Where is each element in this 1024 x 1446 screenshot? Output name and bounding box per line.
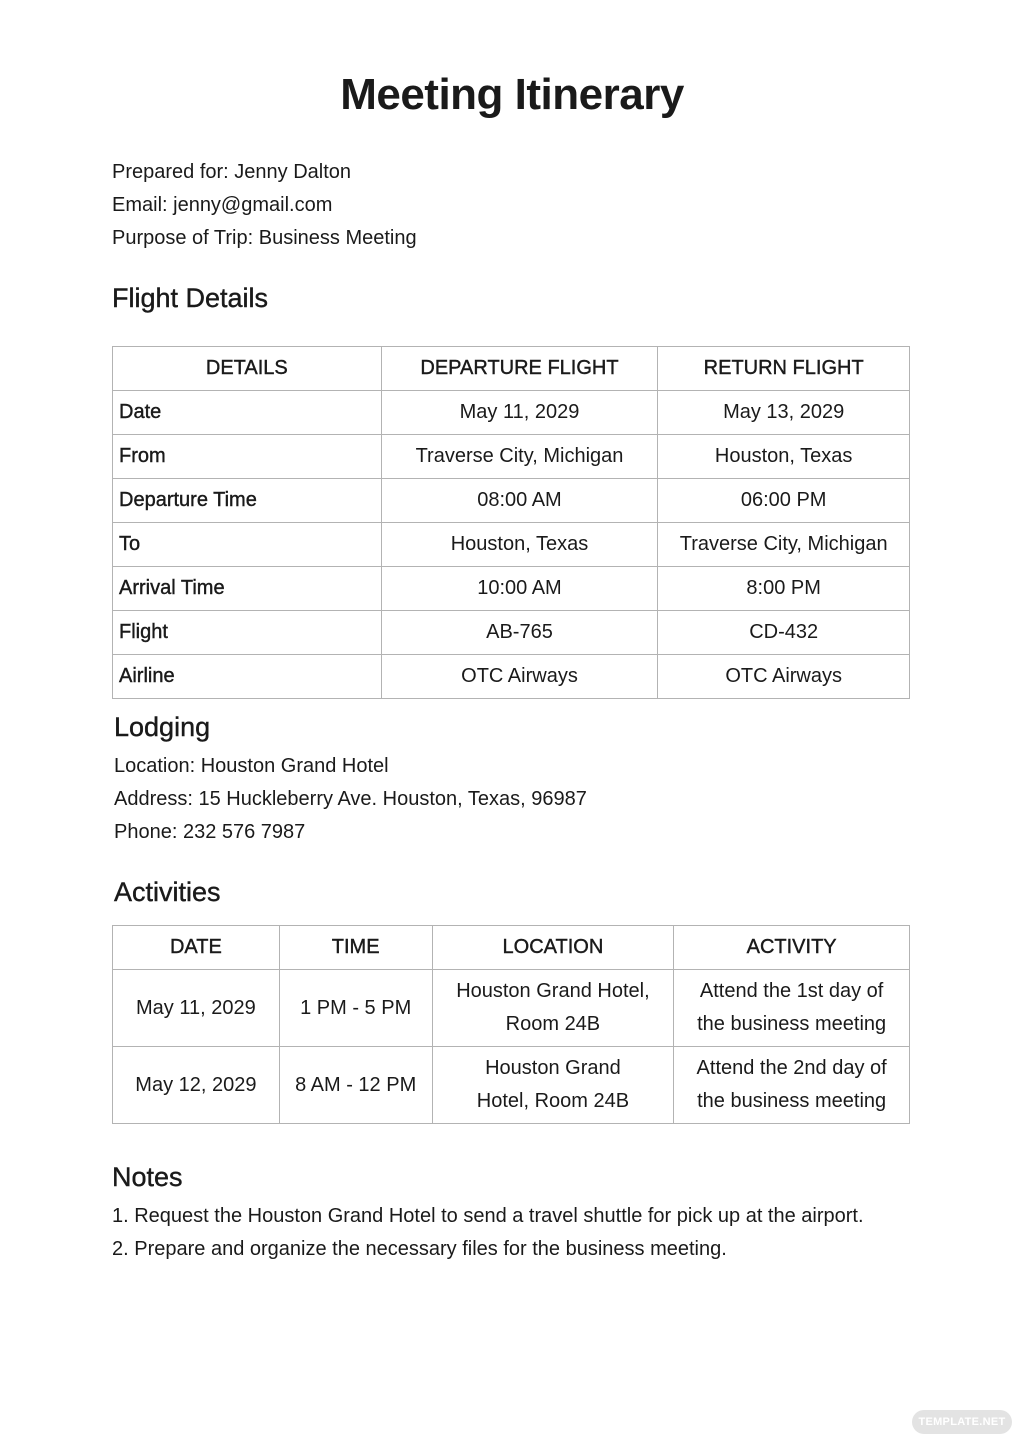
activity-description-line: the business meeting (697, 1090, 887, 1112)
activity-location-line: Room 24B (505, 1013, 601, 1035)
row-label-airline: Airline (113, 655, 382, 699)
table-row (113, 479, 910, 523)
activities-table (112, 925, 910, 1124)
return-value: Houston, Texas (658, 435, 910, 479)
departure-value: 08:00 AM (381, 479, 658, 523)
activity-time: 1 PM - 5 PM (279, 970, 432, 1047)
departure-value: OTC Airways (381, 655, 658, 699)
trip-purpose: Purpose of Trip: Business Meeting (112, 227, 417, 249)
column-header-date: DATE (113, 926, 280, 970)
table-row (113, 1047, 910, 1124)
departure-value: AB-765 (381, 611, 658, 655)
flight-details-table (112, 346, 910, 699)
departure-value: Houston, Texas (381, 523, 658, 567)
notes-heading: Notes (112, 1162, 183, 1192)
column-header-location: LOCATION (432, 926, 674, 970)
lodging-location: Location: Houston Grand Hotel (114, 755, 389, 777)
row-label-from: From (113, 435, 382, 479)
departure-value: May 11, 2029 (381, 391, 658, 435)
return-value: CD-432 (658, 611, 910, 655)
column-header-details: DETAILS (113, 347, 382, 391)
return-value: 8:00 PM (658, 567, 910, 611)
table-row (113, 970, 910, 1047)
activity-date: May 11, 2029 (113, 970, 280, 1047)
activity-date: May 12, 2029 (113, 1047, 280, 1124)
row-label-arrival-time: Arrival Time (113, 567, 382, 611)
departure-value: Traverse City, Michigan (381, 435, 658, 479)
table-row (113, 523, 910, 567)
return-value: OTC Airways (658, 655, 910, 699)
row-label-date: Date (113, 391, 382, 435)
note-item: 2. Prepare and organize the necessary files for the business meeting. (112, 1238, 727, 1260)
note-item: 1. Request the Houston Grand Hotel to send a travel shuttle for pick up at the airport. (112, 1205, 864, 1227)
column-header-activity: ACTIVITY (674, 926, 910, 970)
table-row (113, 391, 910, 435)
activity-location (432, 970, 674, 1047)
departure-value: 10:00 AM (381, 567, 658, 611)
column-header-time: TIME (279, 926, 432, 970)
table-row (113, 655, 910, 699)
activity-location-line: Houston Grand Hotel, (456, 980, 650, 1002)
table-row (113, 611, 910, 655)
column-header-return-flight: RETURN FLIGHT (658, 347, 910, 391)
lodging-phone: Phone: 232 576 7987 (114, 821, 306, 843)
table-row (113, 435, 910, 479)
prepared-for: Prepared for: Jenny Dalton (112, 161, 352, 183)
activity-location-line: Hotel, Room 24B (476, 1090, 630, 1112)
table-header-row (113, 347, 910, 391)
activity-description-line: the business meeting (697, 1013, 887, 1035)
activity-description-line: Attend the 1st day of (699, 980, 884, 1002)
email: Email: jenny@gmail.com (112, 194, 333, 216)
activity-time: 8 AM - 12 PM (279, 1047, 432, 1124)
lodging-heading: Lodging (114, 712, 211, 742)
table-row (113, 567, 910, 611)
activity-description (674, 1047, 910, 1124)
return-value: May 13, 2029 (658, 391, 910, 435)
column-header-departure-flight: DEPARTURE FLIGHT (381, 347, 658, 391)
row-label-flight: Flight (113, 611, 382, 655)
watermark-badge: TEMPLATE.NET (912, 1410, 1012, 1434)
return-value: Traverse City, Michigan (658, 523, 910, 567)
activity-location-line: Houston Grand (485, 1057, 621, 1079)
row-label-departure-time: Departure Time (113, 479, 382, 523)
flight-details-heading: Flight Details (112, 283, 269, 313)
row-label-to: To (113, 523, 382, 567)
lodging-address: Address: 15 Huckleberry Ave. Houston, Texas, 96987 (114, 788, 587, 810)
activity-location (432, 1047, 674, 1124)
activities-heading: Activities (114, 877, 221, 907)
page-title: Meeting Itinerary (340, 70, 684, 119)
activity-description-line: Attend the 2nd day of (696, 1057, 887, 1079)
return-value: 06:00 PM (658, 479, 910, 523)
table-header-row (113, 926, 910, 970)
activity-description (674, 970, 910, 1047)
